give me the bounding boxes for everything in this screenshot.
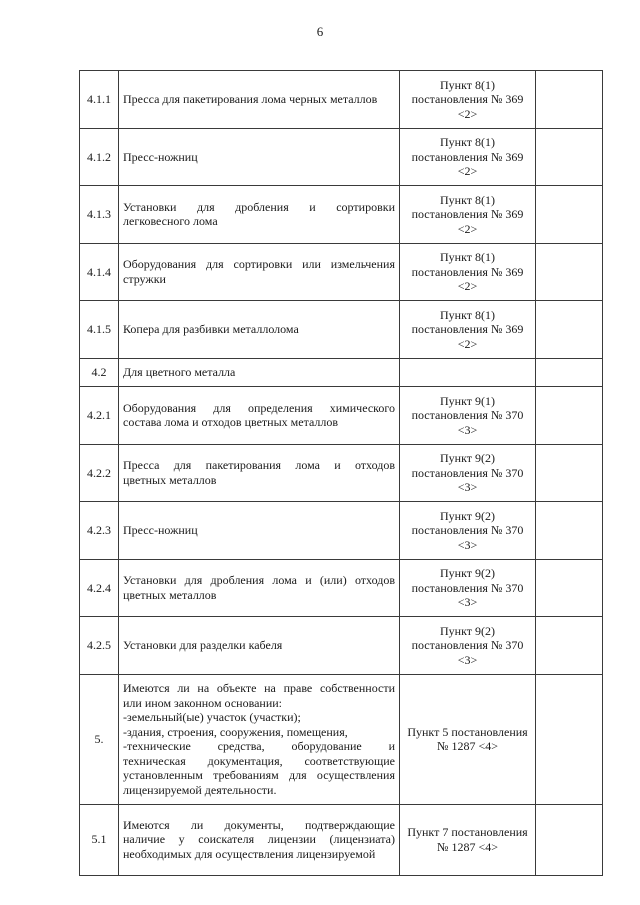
reference-line: Пункт 9(2) [440,451,495,465]
item-description [119,559,400,617]
description-line: стружки [123,271,166,286]
description-line: легковесного лома [123,214,218,229]
description-line: Оборудования для сортировки или измельчения [123,257,395,272]
reference-line: постановления № 369 [411,92,524,106]
description-line: Пресс-ножниц [123,149,198,164]
notes-cell [536,617,603,675]
description-line: Пресс-ножниц [123,523,198,537]
description-line: -здания, строения, сооружения, помещения, [123,724,348,739]
table-row [80,358,603,387]
reference-line: <3> [457,537,478,552]
notes-cell [536,559,603,617]
item-description [119,617,400,675]
reference-line: постановления № 370 [411,408,524,422]
notes-cell [536,444,603,502]
table-body [80,71,603,876]
legal-reference [400,502,536,560]
description-line: Копера для разбивки металлолома [123,322,299,336]
description-line: техническая документация, соответствующие [123,753,395,768]
table-row [80,128,603,186]
legal-reference [400,243,536,301]
reference-line: <2> [457,336,478,351]
reference-line: Пункт 5 постановления [407,724,528,739]
notes-cell [536,804,603,875]
description-line: Установки для дробления лома и (или) отходов [123,573,395,588]
table-row [80,301,603,359]
item-description [119,502,400,560]
reference-line: Пункт 9(2) [440,508,495,523]
table-row [80,71,603,129]
reference-line: <2> [457,221,478,236]
description-line: цветных металлов [123,472,217,487]
reference-line: постановления № 370 [411,580,524,595]
description-line: лицензируемой деятельности. [123,782,277,797]
item-description [119,804,400,875]
page-number: 6 [316,24,324,39]
item-description [119,444,400,502]
table-row [80,674,603,804]
reference-line: Пункт 8(1) [440,307,495,322]
reference-line: <2> [457,279,478,293]
table-row [80,804,603,875]
table-row [80,243,603,301]
description-line: Установки для дробления и сортировки [123,199,395,214]
reference-line: постановления № 369 [411,264,524,279]
description-line: Оборудования для определения химического [123,400,395,415]
reference-line: <2> [457,164,478,178]
notes-cell [536,301,603,359]
item-description [119,674,400,804]
description-line: Пресса для пакетирования лома черных металлов [123,92,378,106]
legal-reference [400,186,536,244]
table-row [80,502,603,560]
reference-line: <3> [457,595,478,609]
legal-reference [400,358,536,387]
notes-cell [536,243,603,301]
table-row [80,559,603,617]
item-number: 4.1.1 [80,71,119,129]
item-description [119,301,400,359]
item-number: 4.2.1 [80,387,119,445]
table-row [80,387,603,445]
reference-line: Пункт 8(1) [440,250,495,264]
reference-line: Пункт 9(1) [440,393,495,408]
notes-cell [536,71,603,129]
item-number: 4.1.4 [80,243,119,301]
description-line: необходимых для осуществления лицензируемой [123,846,376,861]
notes-cell [536,186,603,244]
item-description [119,387,400,445]
reference-line: № 1287 <4> [437,739,498,753]
reference-line: Пункт 8(1) [440,77,495,92]
reference-line: Пункт 7 постановления [407,825,528,839]
notes-cell [536,387,603,445]
description-line: Имеются ли документы, подтверждающие [123,817,395,832]
item-number: 4.2.5 [80,617,119,675]
notes-cell [536,128,603,186]
item-description [119,243,400,301]
description-line: Установки для разделки кабеля [123,638,283,652]
description-line: установленным требованиям для осуществления [123,768,395,782]
table-row [80,444,603,502]
description-line: или ином законном основании: [123,695,283,710]
reference-line: постановления № 370 [411,523,524,537]
notes-cell [536,674,603,804]
reference-line: постановления № 370 [411,638,524,652]
description-line: Для цветного металла [123,365,236,379]
item-description [119,358,400,387]
item-description [119,128,400,186]
reference-line: Пункт 9(2) [440,623,495,638]
legal-reference [400,559,536,617]
reference-line: <2> [457,106,478,121]
notes-cell [536,502,603,560]
reference-line: постановления № 369 [411,207,524,221]
item-number: 4.2 [80,358,119,387]
item-number: 4.1.5 [80,301,119,359]
reference-line: постановления № 370 [411,465,524,480]
item-description [119,71,400,129]
reference-line: № 1287 <4> [437,839,498,854]
legal-reference [400,444,536,502]
legal-reference [400,128,536,186]
item-number: 4.2.4 [80,559,119,617]
reference-line: <3> [457,480,478,494]
item-number: 5. [80,674,119,804]
legal-reference [400,71,536,129]
legal-reference [400,804,536,875]
reference-line: <3> [457,652,478,667]
table-row [80,186,603,244]
legal-reference [400,301,536,359]
description-line: -технические средства, оборудование и [123,739,395,753]
item-number: 4.2.2 [80,444,119,502]
item-number: 5.1 [80,804,119,875]
requirements-table [79,70,603,876]
reference-line: постановления № 369 [411,322,524,336]
item-number: 4.2.3 [80,502,119,560]
reference-line: Пункт 9(2) [440,566,495,580]
description-line: Имеются ли на объекте на праве собственности [123,681,395,695]
legal-reference [400,617,536,675]
reference-line: Пункт 8(1) [440,192,495,207]
item-description [119,186,400,244]
item-number: 4.1.3 [80,186,119,244]
reference-line: <3> [457,422,478,437]
description-line: Пресса для пакетирования лома и отходов [123,458,395,473]
item-number: 4.1.2 [80,128,119,186]
reference-line: постановления № 369 [411,149,524,164]
description-line: наличие у соискателя лицензии (лицензиата) [123,832,395,847]
legal-reference [400,387,536,445]
notes-cell [536,358,603,387]
description-line: цветных металлов [123,587,217,602]
description-line: состава лома и отходов цветных металлов [123,415,339,430]
description-line: -земельный(ые) участок (участки); [123,710,301,724]
legal-reference [400,674,536,804]
table-row [80,617,603,675]
reference-line: Пункт 8(1) [440,135,495,149]
